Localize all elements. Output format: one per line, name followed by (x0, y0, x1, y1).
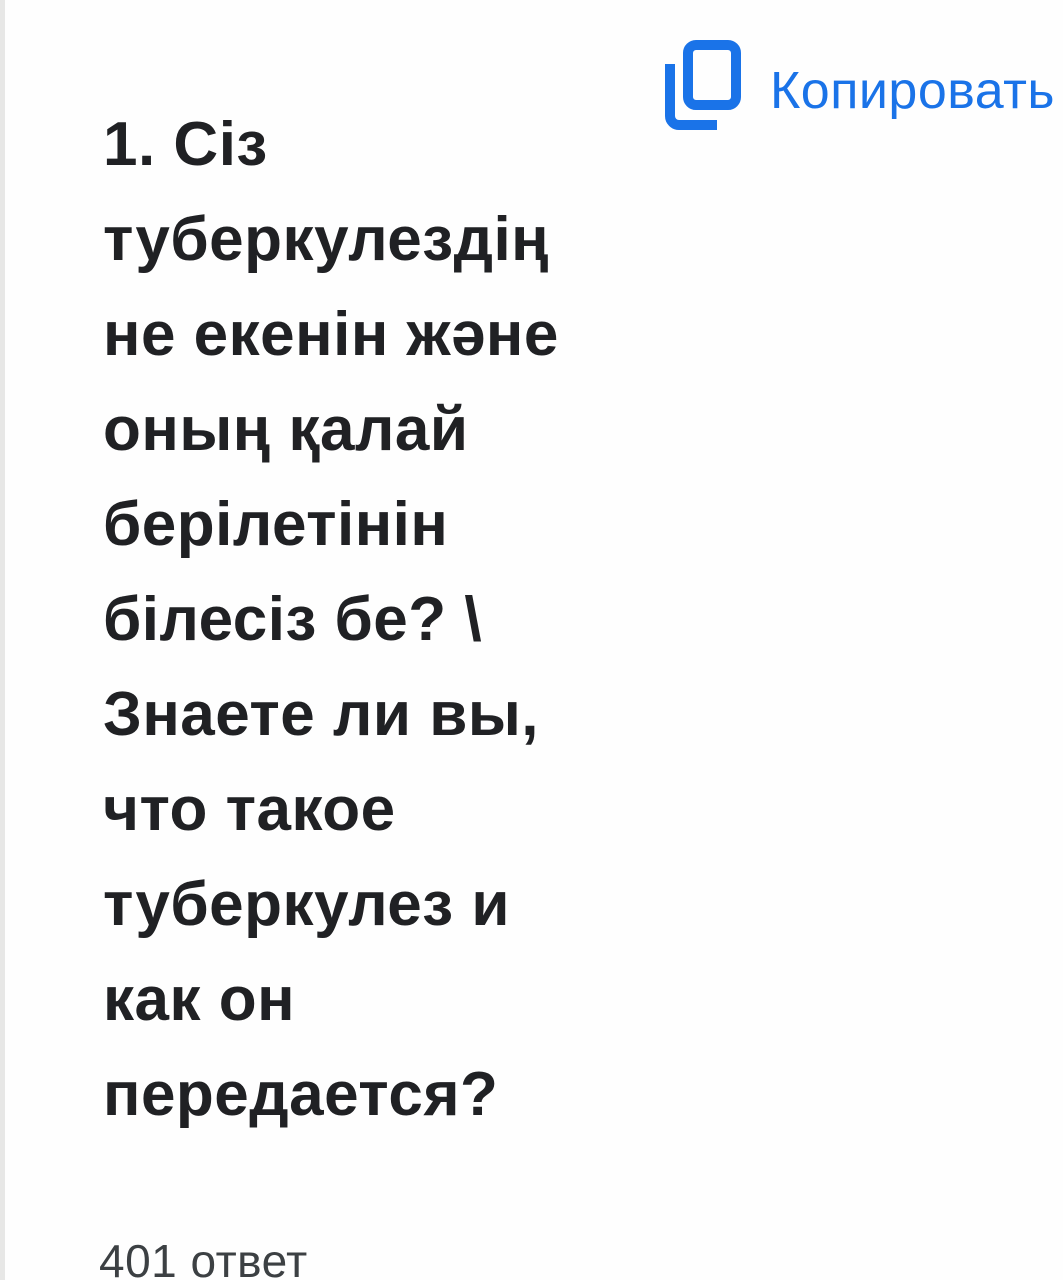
question-line: Знаете ли вы, (103, 680, 540, 749)
question-line: передается? (103, 1060, 499, 1129)
question-text (103, 97, 559, 1142)
responses-count: 401 ответ (99, 1235, 308, 1280)
question-line: білесіз бе? \ (103, 585, 483, 654)
question-line: что такое (103, 775, 396, 844)
left-edge-divider (0, 0, 5, 1280)
question-line: туберкулез и (103, 870, 510, 939)
question-line: 1. Сіз (103, 110, 268, 179)
question-line: берілетінін (103, 490, 449, 559)
question-line: туберкулездің (103, 205, 550, 274)
copy-icon (663, 40, 743, 132)
copy-button-label: Копировать (770, 62, 1055, 120)
question-line: как он (103, 965, 296, 1034)
question-line: не екенін және (103, 300, 559, 369)
copy-button[interactable] (663, 40, 1055, 132)
question-line: оның қалай (103, 395, 469, 464)
